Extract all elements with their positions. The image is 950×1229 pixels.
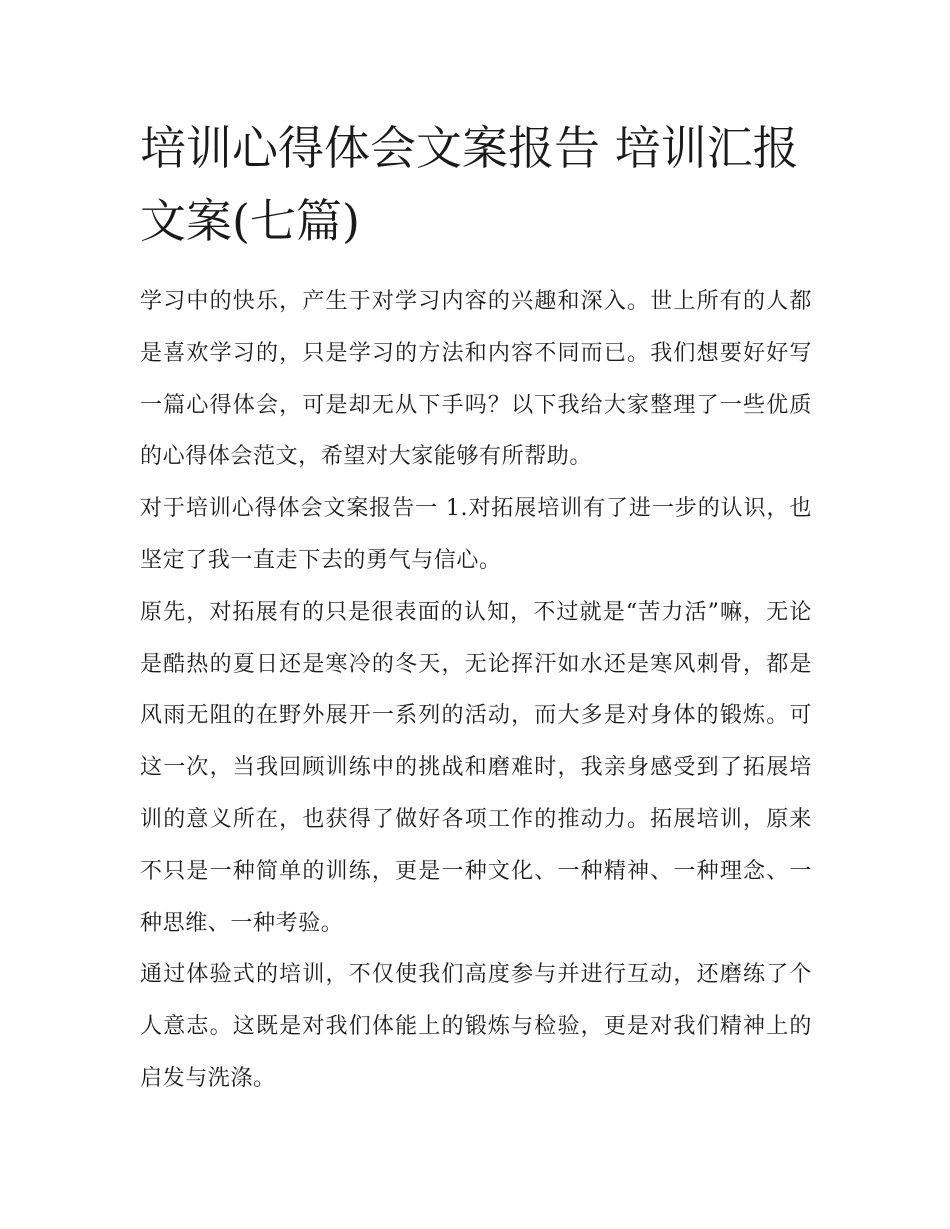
- paragraph-original-view: 原先，对拓展有的只是很表面的认知，不过就是“苦力活”嘛，无论是酷热的夏日还是寒冷的冬天，无论挥汗如水还是寒风刺骨，都是风雨无阻的在野外展开一系列的活动，而大多是对身体的锻炼。可这一次，当我回顾训练中的挑战和磨难时，我亲身感受到了拓展培训的意义所在，也获得了做好各项工作的推动力。拓展培训，原来不只是一种简单的训练，更是一种文化、一种精神、一种理念、一种思维、一种考验。: [140, 599, 812, 936]
- paragraph-report-one: 对于培训心得体会文案报告一 1.对拓展培训有了进一步的认识，也坚定了我一直走下去的勇气与信心。: [140, 496, 812, 573]
- paragraph-intro: 学习中的快乐，产生于对学习内容的兴趣和深入。世上所有的人都是喜欢学习的，只是学习的方法和内容不同而已。我们想要好好写一篇心得体会，可是却无从下手吗？以下我给大家整理了一些优质的心得体会范文，希望对大家能够有所帮助。: [140, 289, 812, 470]
- paragraph-experiential-training: 通过体验式的培训，不仅使我们高度参与并进行互动，还磨练了个人意志。这既是对我们体能上的锻炼与检验，更是对我们精神上的启发与洗涤。: [140, 962, 812, 1091]
- document-title: 培训心得体会文案报告 培训汇报文案(七篇): [140, 121, 799, 248]
- document-content: [140, 112, 812, 1105]
- document-body: [140, 276, 812, 1105]
